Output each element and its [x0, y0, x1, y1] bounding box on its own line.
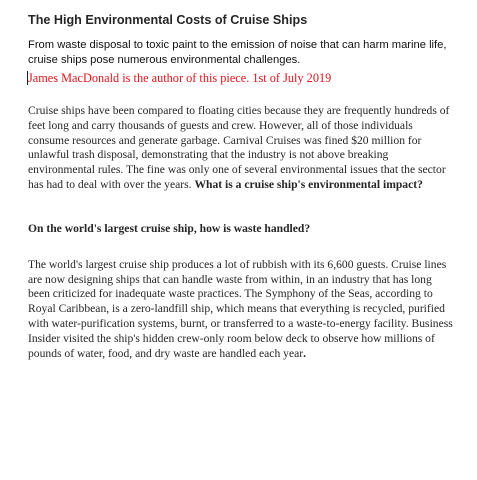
text-cursor [27, 71, 28, 85]
paragraph-intro-question: What is a cruise ship's environmental impact? [194, 177, 423, 191]
author-line[interactable] [28, 70, 457, 86]
paragraph-intro-text: Cruise ships have been compared to floating cities because they are frequently hundreds of feet long and carry thousands of guests and crew. However, all of those individuals consume resources and generate garbage. Carnival Cruises was fined $20 million for unlawful trash disposal, demonstrating that the industry is not above breaking environmental rules. The fine was only one of several environmental issues that the sector has had to deal with over the years. [28, 104, 450, 191]
section-heading-waste: On the world's largest cruise ship, how is waste handled? [28, 221, 311, 235]
article-title: The High Environmental Costs of Cruise Ships [28, 13, 308, 27]
author-line-text: James MacDonald is the author of this piece. 1st of July 2019 [28, 71, 332, 85]
paragraph-intro [28, 104, 454, 193]
article-subtitle: From waste disposal to toxic paint to the emission of noise that can harm marine life, cruise ships pose numerous environmental challenges. [28, 39, 447, 66]
paragraph-waste [28, 258, 454, 362]
paragraph-waste-end-mark: . [303, 346, 307, 360]
paragraph-waste-text: The world's largest cruise ship produces a lot of rubbish with its 6,600 guests. Cruise lines are now designing ships that can handle waste from within, in an industry that has long been criticized for inadequate waste practices. The Symphony of the Seas, according to Royal Caribbean, is a zero-landfill ship, which means that everything is recycled, purified with water-purification systems, burnt, or transferred to a waste-to-energy facility. Business Insider visited the ship's hidden crew-only room below deck to observe how millions of pounds of water, food, and dry waste are handled each year [28, 257, 453, 360]
